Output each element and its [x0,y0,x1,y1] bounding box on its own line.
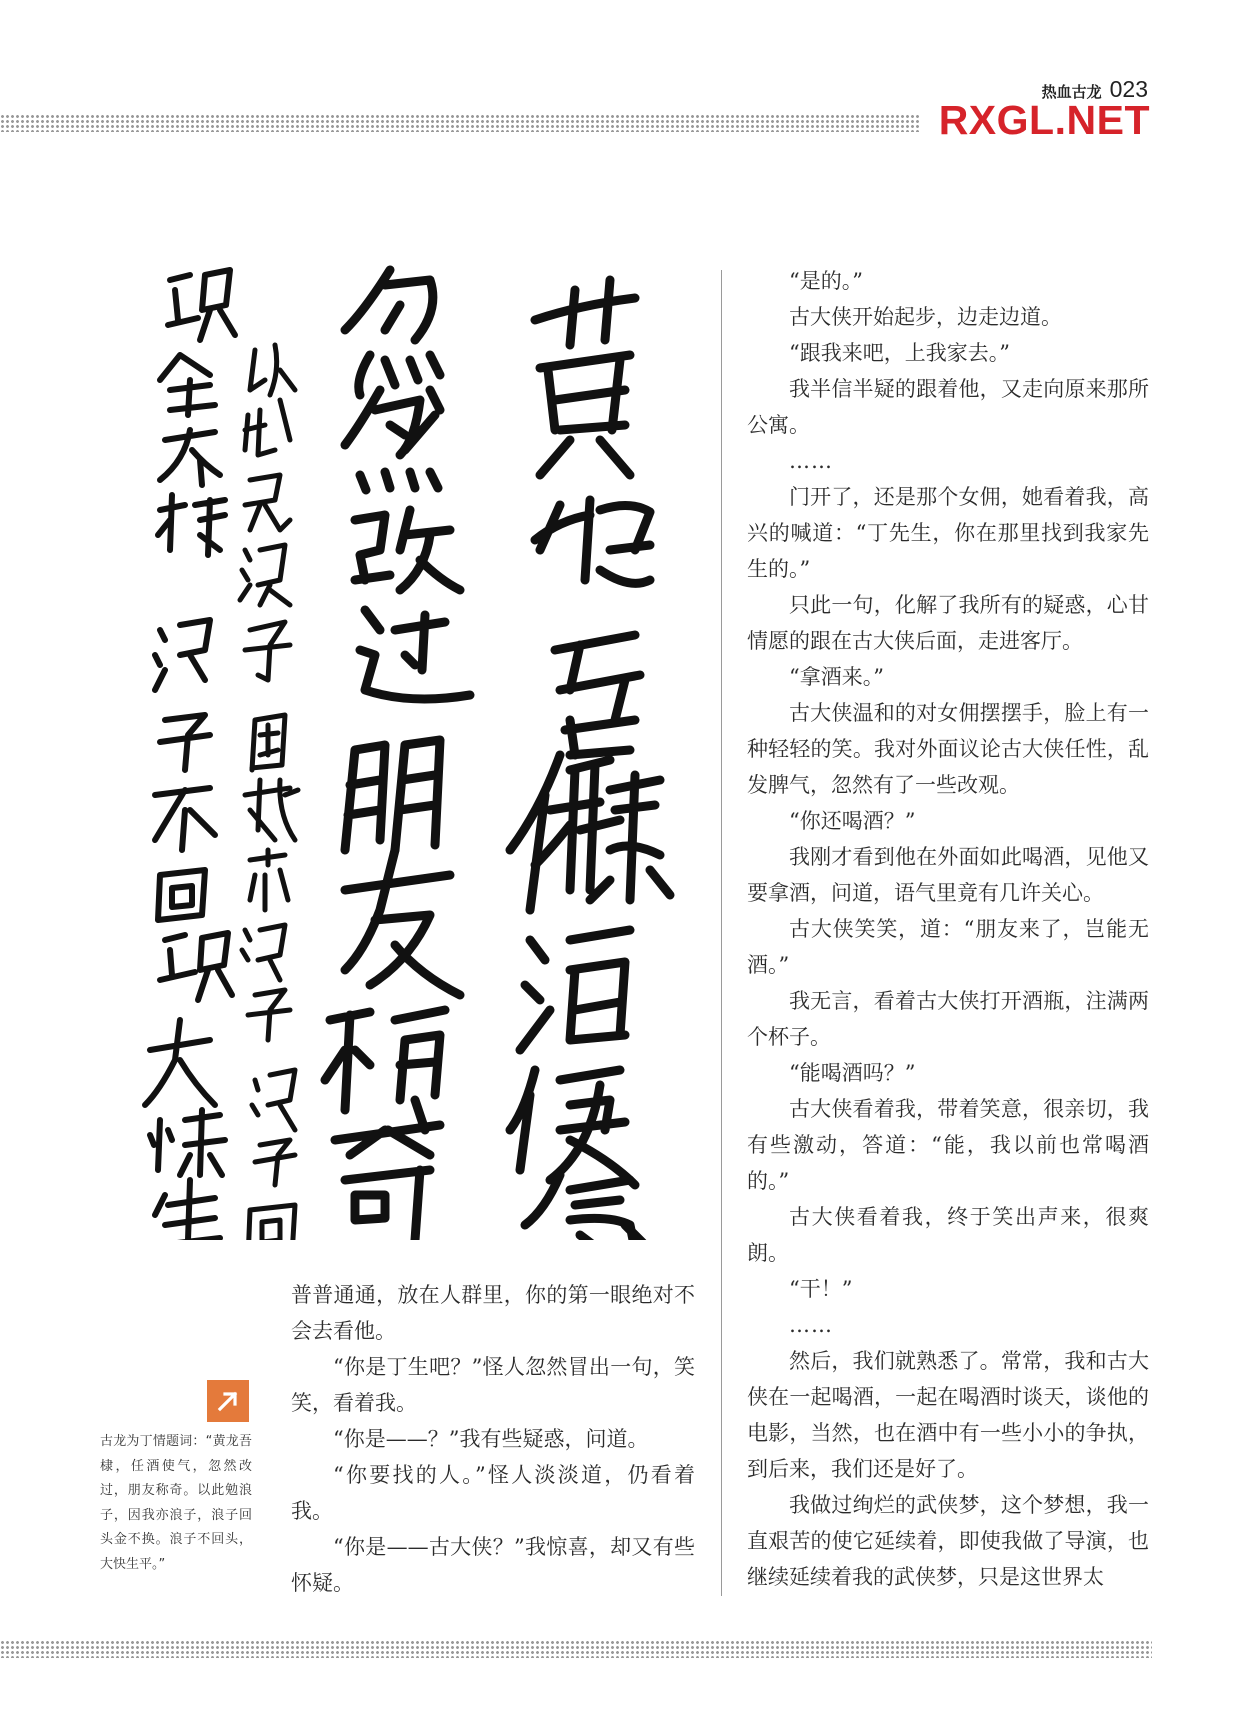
paragraph: “你是丁生吧？”怪人忽然冒出一句，笑笑，看着我。 [291,1355,695,1415]
paragraph: 只此一句，化解了我所有的疑惑，心甘情愿的跟在古大侠后面，走进客厅。 [747,593,1149,653]
paragraph: 我半信半疑的跟着他，又走向原来那所公寓。 [747,377,1149,437]
footer-dot-rule [0,1640,1152,1658]
paragraph: “是的。” [789,269,863,293]
ellipsis-break: …… [789,1313,833,1337]
arrow-up-right-icon [207,1380,249,1422]
paragraph: 古大侠开始起步，边走边道。 [789,305,1062,329]
paragraph: 我做过绚烂的武侠梦，这个梦想，我一直艰苦的使它延续着，即使我做了导演，也继续延续着我的武侠梦，只是这世界太 [747,1493,1149,1589]
paragraph: 古大侠温和的对女佣摆摆手，脸上有一种轻轻的笑。我对外面议论古大侠任性，乱发脾气，忽然有了一些改观。 [747,701,1149,797]
paragraph: “干！” [789,1277,853,1301]
paragraph: 古大侠看着我，终于笑出声来，很爽朗。 [747,1205,1149,1265]
paragraph: 然后，我们就熟悉了。常常，我和古大侠在一起喝酒，一起在喝酒时谈天，谈他的电影，当然，也在酒中有一些小小的争执，到后来，我们还是好了。 [747,1349,1149,1481]
paragraph: 古大侠笑笑，道：“朋友来了，岂能无酒。” [747,917,1149,977]
paragraph: 古大侠看着我，带着笑意，很亲切，我有些激动，答道：“能，我以前也常喝酒的。” [747,1097,1149,1193]
paragraph: “你还喝酒？” [789,809,916,833]
paragraph: “能喝酒吗？” [789,1061,916,1085]
paragraph: 普普通通，放在人群里，你的第一眼绝对不会去看他。 [291,1283,695,1343]
paragraph: “跟我来吧，上我家去。” [789,341,1010,365]
section-name: 热血古龙 [1041,83,1102,101]
paragraph: “你要找的人。”怪人淡淡道，仍看着我。 [291,1463,695,1523]
paragraph: “拿酒来。” [789,665,884,689]
column-divider [721,270,722,1596]
page-number: 023 [1109,76,1148,102]
article-right-column [747,263,1149,1595]
paragraph: 我刚才看到他在外面如此喝酒，见他又要拿酒，问道，语气里竟有几许关心。 [747,845,1149,905]
paragraph: 我无言，看着古大侠打开酒瓶，注满两个杯子。 [747,989,1149,1049]
paragraph: “你是——古大侠？”我惊喜，却又有些怀疑。 [291,1535,695,1595]
site-logo: RXGL.NET [938,97,1150,143]
header-dot-rule [0,114,920,132]
paragraph: 门开了，还是那个女佣，她看着我，高兴的喊道：“丁先生，你在那里找到我家先生的。” [747,485,1149,581]
ellipsis-break: …… [789,449,833,473]
calligraphy-image [130,250,710,1240]
article-middle-column [291,1277,695,1601]
image-caption: 古龙为丁情题词：“黄龙吾棣，任酒使气，忽然改过，朋友称奇。以此勉浪子，因我亦浪子，浪子回头金不换。浪子不回头，大快生平。” [100,1434,252,1572]
paragraph: “你是——？”我有些疑惑，问道。 [333,1427,649,1451]
